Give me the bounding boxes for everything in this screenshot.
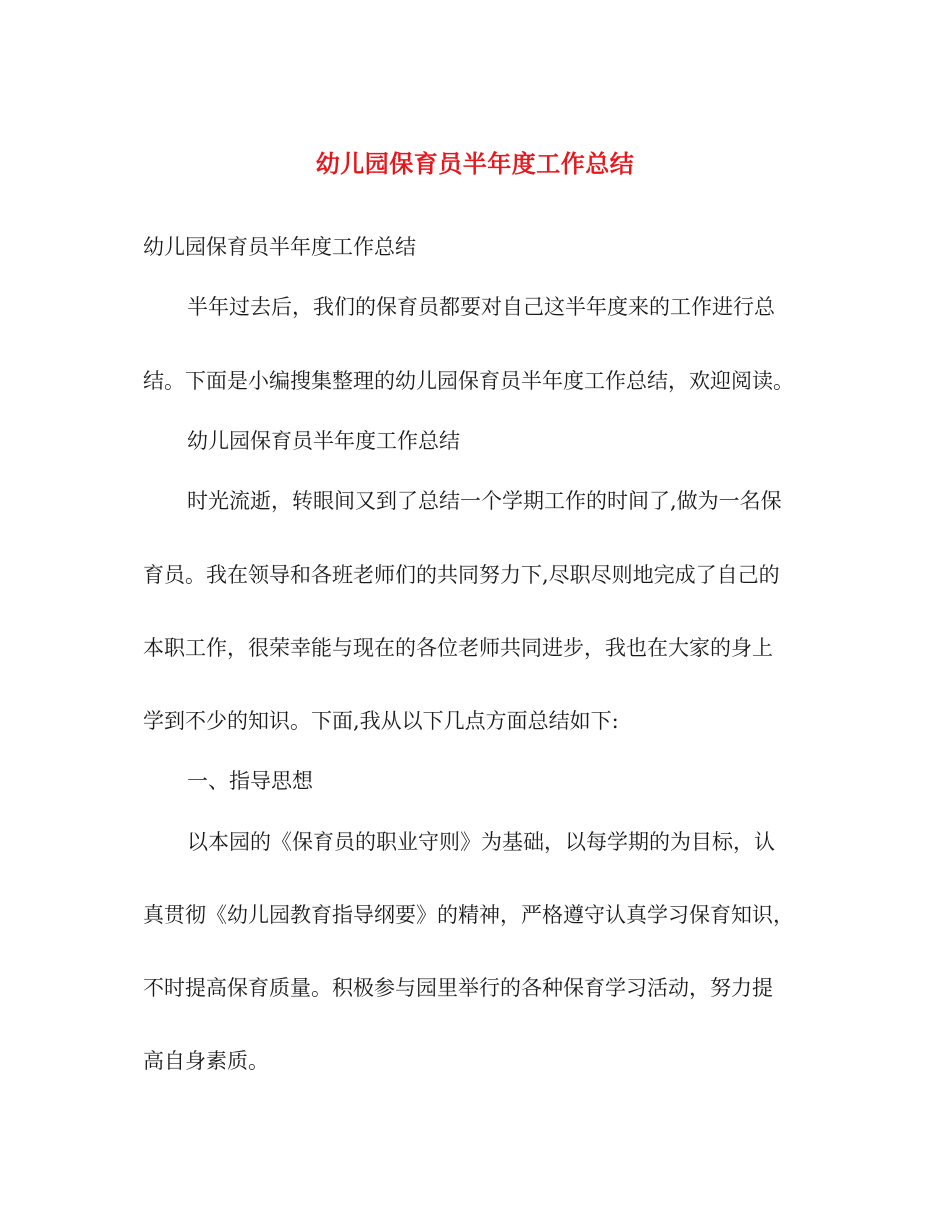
paragraph-line: 结。下面是小编搜集整理的幼儿园保育员半年度工作总结，欢迎阅读。 [143, 369, 794, 393]
paragraph-line: 学到不少的知识。下面,我从以下几点方面总结如下: [143, 709, 619, 733]
document-title: 幼儿园保育员半年度工作总结 [315, 149, 635, 178]
paragraph-line: 时光流逝，转眼间又到了总结一个学期工作的时间了,做为一名保 [187, 489, 782, 513]
paragraph-line: 真贯彻《幼儿园教育指导纲要》的精神，严格遵守认真学习保育知识， [143, 903, 794, 927]
subtitle-line: 幼儿园保育员半年度工作总结 [143, 235, 416, 259]
paragraph-line: 育员。我在领导和各班老师们的共同努力下,尽职尽则地完成了自己的 [143, 563, 780, 587]
paragraph-line: 高自身素质。 [143, 1049, 269, 1073]
section-heading: 幼儿园保育员半年度工作总结 [187, 429, 460, 453]
paragraph-line: 以本园的《保育员的职业守则》为基础，以每学期的为目标，认 [187, 830, 775, 854]
paragraph-line: 半年过去后，我们的保育员都要对自己这半年度来的工作进行总 [187, 295, 775, 319]
paragraph-line: 不时提高保育质量。积极参与园里举行的各种保育学习活动，努力提 [143, 976, 773, 1000]
section-heading: 一、指导思想 [187, 769, 313, 793]
paragraph-line: 本职工作，很荣幸能与现在的各位老师共同进步，我也在大家的身上 [143, 636, 773, 660]
